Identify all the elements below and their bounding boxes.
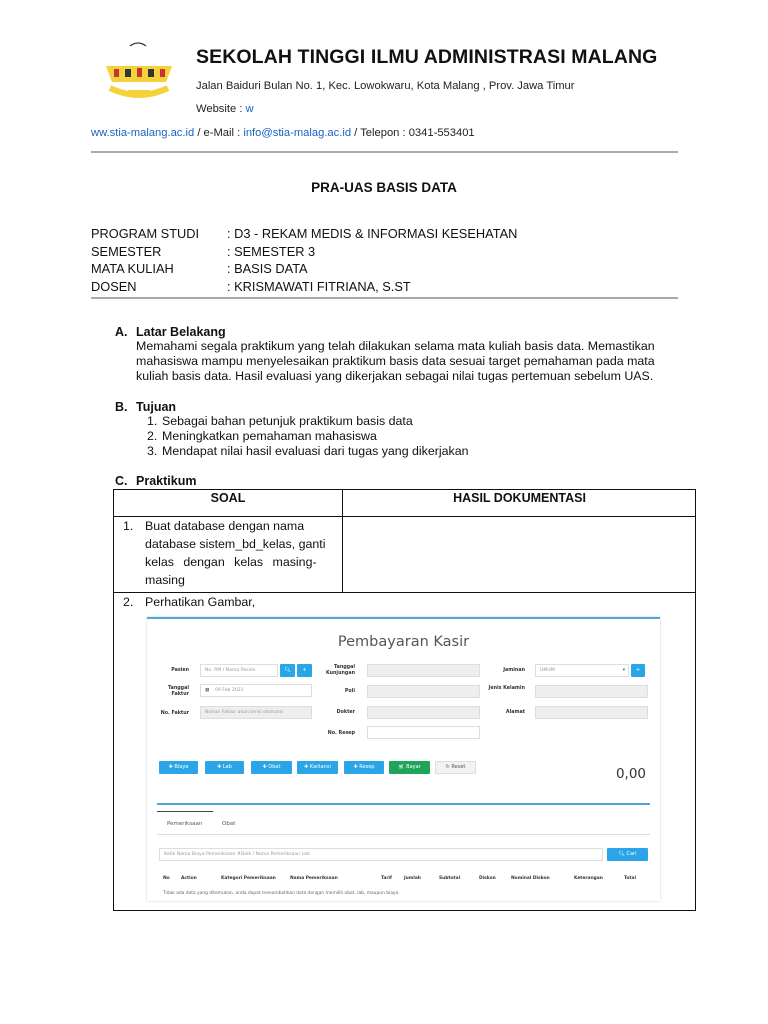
- meta-row: [91, 243, 517, 261]
- plus-icon: +: [302, 667, 307, 673]
- institution-logo: [100, 38, 178, 104]
- course-info: [91, 225, 517, 295]
- header-divider: [91, 151, 678, 153]
- objectives-list: [147, 414, 469, 460]
- question-1-text: [145, 517, 337, 589]
- section-title: Latar Belakang: [136, 325, 226, 339]
- empty-table-message: Tidak ada data yang ditemukan, anda dapat menambahkan data dengan memilih obat, lab, maupun biaya.: [163, 891, 400, 896]
- answer-1-cell[interactable]: [343, 517, 696, 593]
- column-header: Kategori Pemeriksaan: [221, 876, 276, 881]
- institution-name: SEKOLAH TINGGI ILMU ADMINISTRASI MALANG: [196, 46, 658, 68]
- add-resep-button[interactable]: ✚ Resep: [344, 761, 384, 774]
- label-no-resep: No. Resep: [327, 731, 355, 736]
- screenshot-title: Pembayaran Kasir: [337, 634, 470, 650]
- email-link[interactable]: info@stia-malag.ac.id: [243, 127, 352, 139]
- column-header: Action: [181, 876, 197, 881]
- list-item: [147, 444, 469, 459]
- meta-key: MATA KULIAH: [91, 261, 174, 276]
- column-header: Nama Pemeriksaan: [290, 876, 338, 881]
- search-icon: 🔍︎: [284, 667, 291, 673]
- add-kwitansi-button[interactable]: ✚ Kwitansi: [297, 761, 338, 774]
- paragraph-line: Memahami segala praktikum yang telah dilakukan selama mata kuliah basis data. Memastikan: [136, 339, 655, 353]
- list-text: Mendapat nilai hasil evaluasi dari tugas yang dikerjakan: [162, 444, 469, 459]
- add-jaminan-button[interactable]: [631, 664, 645, 677]
- column-header: Subtotal: [439, 876, 461, 881]
- meta-row: [91, 278, 517, 296]
- contact-line: [91, 127, 475, 139]
- phone-text: / Telepon : 0341-553401: [351, 127, 475, 139]
- list-item: [147, 429, 469, 444]
- column-header: Diskon: [479, 876, 496, 881]
- label-alamat: Alamat: [505, 710, 525, 715]
- column-header: Tarif: [381, 876, 392, 881]
- add-biaya-button[interactable]: ✚ Biaya: [159, 761, 198, 774]
- cart-icon: 🛒︎: [398, 764, 407, 770]
- search-patient-button[interactable]: [280, 664, 295, 677]
- question-2-text: Perhatikan Gambar,: [145, 595, 256, 609]
- table-header-hasil: HASIL DOKUMENTASI: [343, 490, 696, 517]
- bayar-button[interactable]: 🛒︎ Bayar: [389, 761, 430, 774]
- section-a-paragraph: [136, 339, 677, 385]
- add-lab-button[interactable]: ✚ Lab: [205, 761, 244, 774]
- meta-value: : SEMESTER 3: [227, 243, 316, 259]
- section-a-heading: [115, 325, 226, 339]
- list-number: 2.: [147, 429, 158, 444]
- list-number: 3.: [147, 444, 158, 459]
- label-pasien: Pasien: [171, 668, 189, 673]
- column-header: Jumlah: [404, 876, 421, 881]
- website-label: Website :: [196, 103, 246, 115]
- label-tanggal-kunjungan: Tanggal Kunjungan: [325, 665, 355, 676]
- add-obat-button[interactable]: ✚ Obat: [251, 761, 292, 774]
- refresh-icon: ↻: [445, 764, 452, 770]
- question-1-cell: [114, 517, 343, 593]
- label-dokter: Dokter: [336, 710, 355, 715]
- label-jaminan: Jaminan: [503, 668, 525, 673]
- website-link[interactable]: w: [245, 103, 254, 115]
- tanggal-faktur-input[interactable]: ▦ 09 Feb 2021: [200, 684, 312, 697]
- meta-divider: [91, 297, 678, 299]
- label-no-faktur: No. Faktur: [160, 711, 189, 716]
- no-faktur-input: Nomor Faktur akan terisi otomatis: [200, 706, 312, 719]
- question-number: 1.: [123, 519, 134, 533]
- search-icon: 🔍︎: [618, 851, 627, 857]
- list-text: Meningkatkan pemahaman mahasiswa: [162, 429, 377, 444]
- section-title: Tujuan: [136, 400, 177, 414]
- list-item: [147, 414, 469, 429]
- meta-value: : BASIS DATA: [227, 261, 308, 276]
- tab-divider: [157, 834, 650, 835]
- website-url-link[interactable]: ww.stia-malang.ac.id: [91, 127, 195, 139]
- meta-row: [91, 260, 517, 278]
- question-number: 2.: [123, 595, 134, 609]
- plus-icon: +: [635, 667, 641, 673]
- meta-row: [91, 225, 517, 243]
- grand-total: 0,00: [615, 766, 646, 782]
- reset-button[interactable]: ↻ Reset: [435, 761, 476, 774]
- section-letter: C.: [115, 474, 128, 488]
- question-line: masing: [145, 573, 185, 587]
- column-header: Nominal Diskon: [511, 876, 550, 881]
- tanggal-kunjungan-input: [367, 664, 480, 677]
- column-header: Total: [624, 876, 636, 881]
- meta-key: PROGRAM STUDI: [91, 226, 200, 241]
- calendar-icon: ▦: [205, 688, 210, 693]
- chevron-down-icon: ▾: [622, 668, 625, 673]
- dokter-input: [367, 706, 480, 719]
- jaminan-select[interactable]: UMUM ▾: [535, 664, 629, 677]
- email-label: / e-Mail :: [194, 127, 244, 139]
- tab-pemeriksaan[interactable]: Pemeriksaan: [167, 821, 203, 827]
- question-line: database sistem_bd_kelas, ganti: [145, 537, 326, 551]
- meta-key: SEMESTER: [91, 243, 162, 259]
- cashier-payment-screenshot: [147, 617, 660, 901]
- question-line: kelas dengan kelas masing-: [145, 555, 317, 569]
- tab-active-indicator: [157, 811, 213, 812]
- section-separator: [157, 803, 650, 805]
- document-title: PRA-UAS BASIS DATA: [311, 180, 457, 195]
- list-text: Sebagai bahan petunjuk praktikum basis data: [162, 414, 413, 428]
- list-number: 1.: [147, 414, 158, 428]
- section-b-heading: [115, 400, 176, 414]
- institution-address: Jalan Baiduri Bulan No. 1, Kec. Lowokwaru, Kota Malang , Prov. Jawa Timur: [196, 80, 575, 92]
- jenis-kelamin-input: [535, 685, 648, 698]
- cari-button[interactable]: 🔍︎ Cari: [607, 848, 648, 861]
- no-resep-input[interactable]: [367, 726, 480, 739]
- table-header-soal: SOAL: [114, 490, 343, 517]
- question-line: Buat database dengan nama: [145, 519, 305, 533]
- website-line: [196, 103, 254, 115]
- pasien-input[interactable]: No. RM / Nama Pasien: [200, 664, 278, 677]
- section-title: Praktikum: [136, 474, 197, 488]
- tab-obat[interactable]: Obat: [222, 821, 236, 827]
- add-patient-button[interactable]: [297, 664, 312, 677]
- paragraph-line: kuliah basis data. Hasil evaluasi yang dikerjakan sebagai nilai tugas pertemuan sebelum UAS.: [136, 369, 654, 384]
- meta-value: : KRISMAWATI FITRIANA, S.ST: [227, 278, 411, 294]
- meta-key: DOSEN: [91, 278, 137, 294]
- poli-input: [367, 685, 480, 698]
- label-tanggal-faktur: Tanggal Faktur: [167, 686, 189, 697]
- search-pemeriksaan-input[interactable]: Ketik Nama Biaya Pemeriksaan #Dolk / Nama Pemeriksaan Lab: [159, 848, 603, 861]
- meta-value: : D3 - REKAM MEDIS & INFORMASI KESEHATAN: [227, 226, 518, 241]
- paragraph-line: mahasiswa mampu menyelesaikan praktikum basis data sesuai target pemahaman pada mata: [136, 354, 655, 369]
- column-header: Keterangan: [574, 876, 603, 881]
- column-header: No: [163, 876, 170, 881]
- section-letter: B.: [115, 400, 128, 414]
- alamat-input: [535, 706, 648, 719]
- label-jenis-kelamin: Jenis Kelamin: [488, 686, 525, 691]
- label-poli: Poli: [344, 689, 355, 694]
- section-c-heading: [115, 474, 196, 488]
- section-letter: A.: [115, 325, 128, 339]
